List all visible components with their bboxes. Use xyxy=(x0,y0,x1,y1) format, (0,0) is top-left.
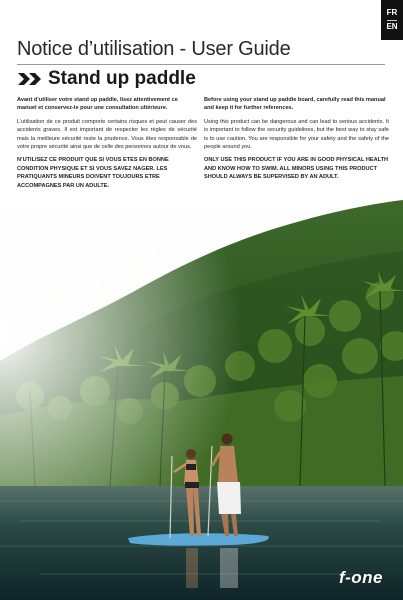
english-column xyxy=(204,96,389,187)
english-warning: ONLY USE THIS PRODUCT IF YOU ARE IN GOOD PHYSICAL HEALTH AND KNOW HOW TO SWIM. ALL MINORS USING THIS PRODUCT SHOULD ALWAYS BE SUPERVISED BY AN ADULT. xyxy=(204,157,389,181)
section-title: Stand up paddle xyxy=(48,68,196,89)
double-chevron-icon xyxy=(17,69,43,89)
french-intro: Avant d’utiliser votre stand up paddle, lisez attentivement ce manuel et conservez-le pour une consultation ultérieure. xyxy=(17,97,178,112)
page-title: Notice d’utilisation - User Guide xyxy=(17,38,291,60)
french-column xyxy=(17,96,197,195)
french-warning: N’UTILISEZ CE PRODUIT QUE SI VOUS ETES EN BONNE CONDITION PHYSIQUE ET SI VOUS SAVEZ NAGER. LES PRATIQUANTS MINEURS DOIVENT TOUJOURS ETRE ACCOMPAGNES PAR UN ADULTE. xyxy=(17,157,169,189)
title-divider xyxy=(17,64,385,65)
paddle-photo xyxy=(0,196,403,600)
lang-fr: FR xyxy=(386,7,398,17)
lang-en: EN xyxy=(386,21,398,31)
english-body: Using this product can be dangerous and can lead to serious accidents. It is important to follow the security guidelines, but the best way to stay safe is to use caution. You are responsible for your safety and the safety of the people around you. xyxy=(204,118,389,150)
english-intro: Before using your stand up paddle board, carefully read this manual and keep it for further references. xyxy=(204,97,386,112)
french-body: L’utilisation de ce produit comporte certains risques et peut causer des accidents graves. Il est important de respecter les règles de sécurité mais la meilleure sécurité reste la prudence. Vous êtes responsable de votre propre sécurité ainsi que de celle des personnes autour de vous. xyxy=(17,118,197,150)
section-header xyxy=(17,68,196,90)
lang-divider xyxy=(387,20,397,21)
language-tab xyxy=(381,0,403,40)
brand-logo: f-one xyxy=(338,568,383,587)
